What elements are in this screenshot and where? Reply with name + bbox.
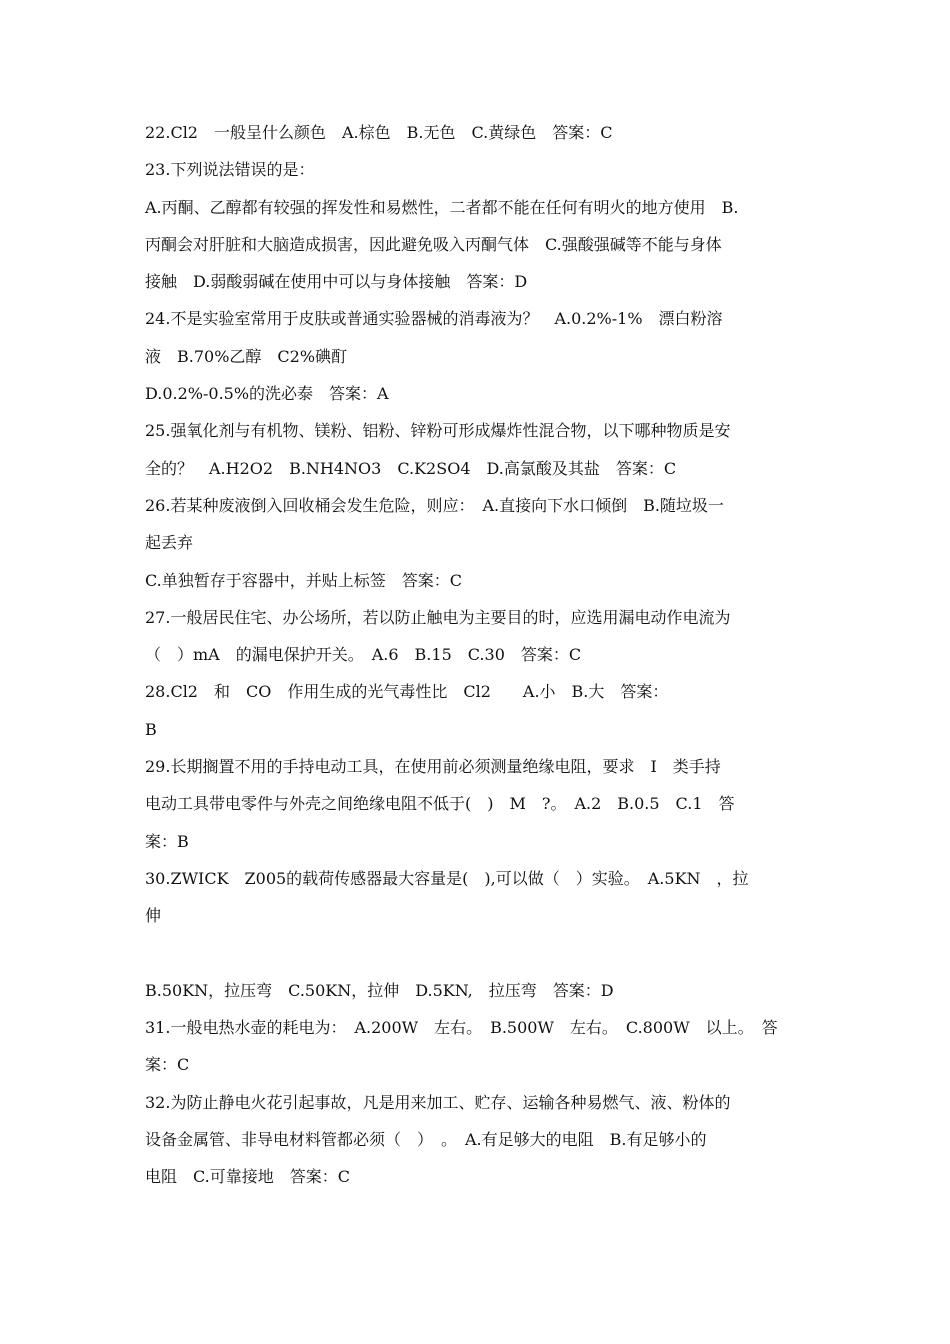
text-line: 丙酮会对肝脏和大脑造成损害，因此避免吸入丙酮气体 C.强酸强碱等不能与身体 bbox=[145, 234, 722, 254]
text-line: 电阻 C.可靠接地 答案：C bbox=[145, 1167, 351, 1187]
text-line: A.丙酮、乙醇都有较强的挥发性和易燃性，二者都不能在任何有明火的地方使用 B. bbox=[145, 197, 739, 217]
text-line: 接触 D.弱酸弱碱在使用中可以与身体接触 答案：D bbox=[145, 272, 528, 292]
text-line: C.单独暂存于容器中，并贴上标签 答案：C bbox=[145, 570, 463, 590]
text-line: 32.为防止静电火花引起事故，凡是用来加工、贮存、运输各种易燃气、液、粉体的 bbox=[145, 1092, 731, 1112]
text-line: 26.若某种废液倒入回收桶会发生危险，则应： A.直接向下水口倾倒 B.随垃圾一 bbox=[145, 495, 724, 515]
text-line: （ ）mA 的漏电保护开关。 A.6 B.15 C.30 答案：C bbox=[145, 645, 582, 665]
text-line: 31.一般电热水壶的耗电为： A.200W 左右。 B.500W 左右。 C.800W 以上。 答 bbox=[145, 1018, 778, 1038]
text-line: 起丢弃 bbox=[145, 533, 194, 553]
text-line: 伸 bbox=[145, 906, 162, 926]
text-line: 27.一般居民住宅、办公场所，若以防止触电为主要目的时，应选用漏电动作电流为 bbox=[145, 607, 731, 627]
text-line: 30.ZWICK Z005的载荷传感器最大容量是( ),可以做（ ）实验。 A.5KN ，拉 bbox=[145, 868, 749, 888]
text-line: 22.Cl2 一般呈什么颜色 A.棕色 B.无色 C.黄绿色 答案：C bbox=[145, 123, 613, 142]
text-line: 设备金属管、非导电材料管都必须（ ） 。 A.有足够大的电阻 B.有足够小的 bbox=[145, 1130, 707, 1150]
text-line: 29.长期搁置不用的手持电动工具，在使用前必须测量绝缘电阻，要求 I 类手持 bbox=[145, 757, 721, 777]
text-line: 电动工具带电零件与外壳之间绝缘电阻不低于( ) M ?。 A.2 B.0.5 C.1 答 bbox=[145, 794, 735, 814]
text-line: 24.不是实验室常用于皮肤或普通实验器械的消毒液为？ A.0.2%-1% 漂白粉溶 bbox=[145, 309, 723, 329]
text-line: 25.强氧化剂与有机物、镁粉、铝粉、锌粉可形成爆炸性混合物，以下哪种物质是安 bbox=[145, 421, 731, 441]
text-line: 案：B bbox=[145, 831, 189, 851]
text-line: 液 B.70%乙醇 C2%碘酊 bbox=[145, 346, 348, 366]
text-line: D.0.2%-0.5%的洗必泰 答案：A bbox=[145, 384, 389, 404]
text-line: 全的？ A.H2O2 B.NH4NO3 C.K2SO4 D.高氯酸及其盐 答案：C bbox=[145, 458, 677, 478]
blank-line bbox=[145, 935, 835, 972]
text-line: B bbox=[145, 719, 157, 739]
document-page bbox=[145, 114, 835, 1196]
text-line: 案：C bbox=[145, 1055, 190, 1075]
text-line: 23.下列说法错误的是： bbox=[145, 160, 315, 180]
text-line: B.50KN，拉压弯 C.50KN，拉伸 D.5KN, 拉压弯 答案：D bbox=[145, 980, 614, 1000]
text-line: 28.Cl2 和 CO 作用生成的光气毒性比 Cl2 A.小 B.大 答案： bbox=[145, 682, 669, 702]
